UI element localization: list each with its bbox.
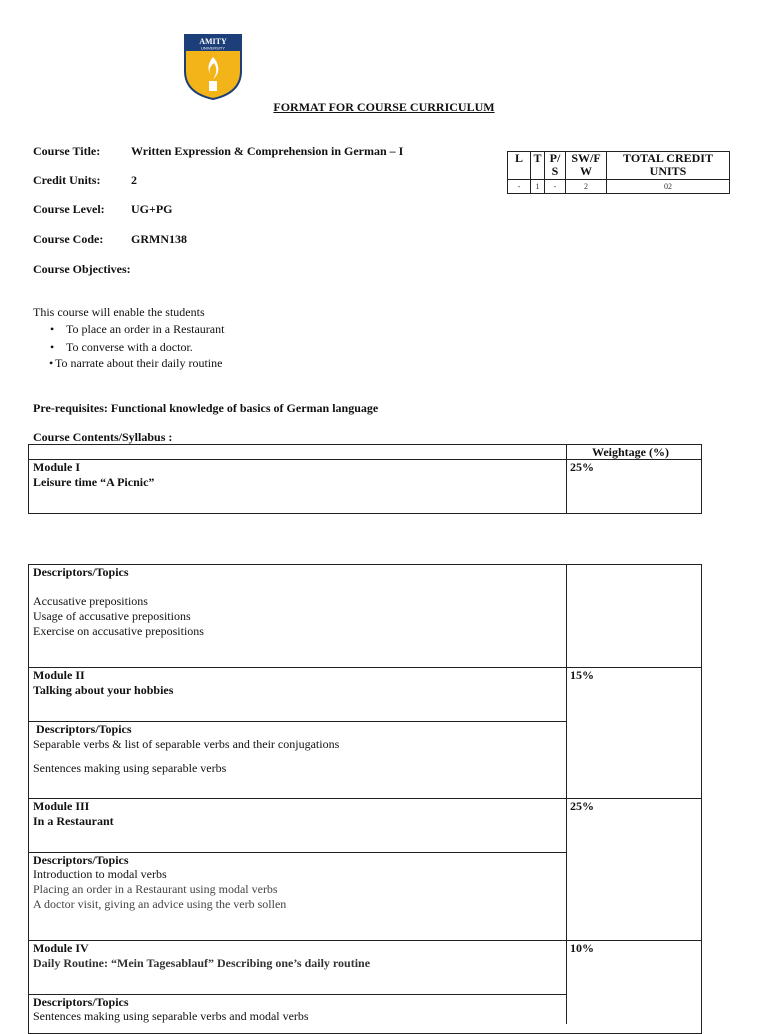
module-3-name: Module III [33,799,90,813]
module-3-weight: 25% [570,799,594,813]
header-t: T [531,152,545,180]
course-code-label: Course Code: [33,232,104,246]
bullet-icon: • [50,322,55,336]
descriptors-heading: Descriptors/Topics [33,995,129,1009]
document-title: FORMAT FOR COURSE CURRICULUM [273,100,495,114]
value-t: 1 [531,180,545,194]
objective-item: To place an order in a Restaurant [66,322,225,336]
module-1-subtitle: Leisure time “A Picnic” [33,475,155,489]
value-l: - [508,180,531,194]
value-ps: - [545,180,566,194]
module-4-weight: 10% [570,941,594,955]
weightage-header: Weightage (%) [592,445,669,459]
module-4-subtitle: Daily Routine: “Mein Tagesablauf” Describing one’s daily routine [33,956,371,970]
module-2-subtitle: Talking about your hobbies [33,683,174,697]
svg-text:AMITY: AMITY [199,37,227,46]
module-2-name: Module II [33,668,85,682]
descriptor-line: Sentences making using separable verbs and modal verbs [33,1009,309,1023]
header-l: L [508,152,531,180]
bullet-icon: • [49,356,54,370]
course-level-value: UG+PG [131,202,173,216]
objectives-intro: This course will enable the students [33,305,205,319]
objective-item: To converse with a doctor. [66,340,193,354]
course-code-value: GRMN138 [131,232,187,246]
descriptors-heading: Descriptors/Topics [33,853,129,867]
course-title-value: Written Expression & Comprehension in German – I [131,144,404,158]
syllabus-label: Course Contents/Syllabus : [33,430,173,444]
credit-units-value: 2 [131,173,137,187]
university-logo [183,33,243,101]
descriptor-line: Sentences making using separable verbs [33,761,227,775]
module-1-name: Module I [33,460,81,474]
header-ps: P/ S [545,152,566,180]
course-objectives-label: Course Objectives: [33,262,131,276]
prerequisites: Pre-requisites: Functional knowledge of basics of German language [33,401,379,415]
value-total: 02 [607,180,730,194]
descriptors-heading: Descriptors/Topics [36,722,132,736]
header-swfw: SW/F W [566,152,607,180]
credit-table [507,151,730,194]
descriptor-line: Accusative prepositions [33,594,148,608]
value-swfw: 2 [566,180,607,194]
course-level-label: Course Level: [33,202,105,216]
descriptor-line: Usage of accusative prepositions [33,609,191,623]
descriptor-line: Exercise on accusative prepositions [33,624,204,638]
descriptor-line: Separable verbs & list of separable verbs and their conjugations [33,737,340,751]
module-3-subtitle: In a Restaurant [33,814,114,828]
descriptor-line: Introduction to modal verbs [33,867,167,881]
module-1-weight: 25% [570,460,594,474]
objective-item: To narrate about their daily routine [55,356,223,370]
descriptors-heading: Descriptors/Topics [33,565,129,579]
header-total-credit: TOTAL CREDIT UNITS [607,152,730,180]
course-title-label: Course Title: [33,144,101,158]
module-4-name: Module IV [33,941,89,955]
descriptor-line: Placing an order in a Restaurant using modal verbs [33,882,278,896]
credit-units-label: Credit Units: [33,173,101,187]
bullet-icon: • [50,340,55,354]
module-2-weight: 15% [570,668,594,682]
descriptor-line: A doctor visit, giving an advice using the verb sollen [33,897,287,911]
svg-text:UNIVERSITY: UNIVERSITY [200,45,226,51]
